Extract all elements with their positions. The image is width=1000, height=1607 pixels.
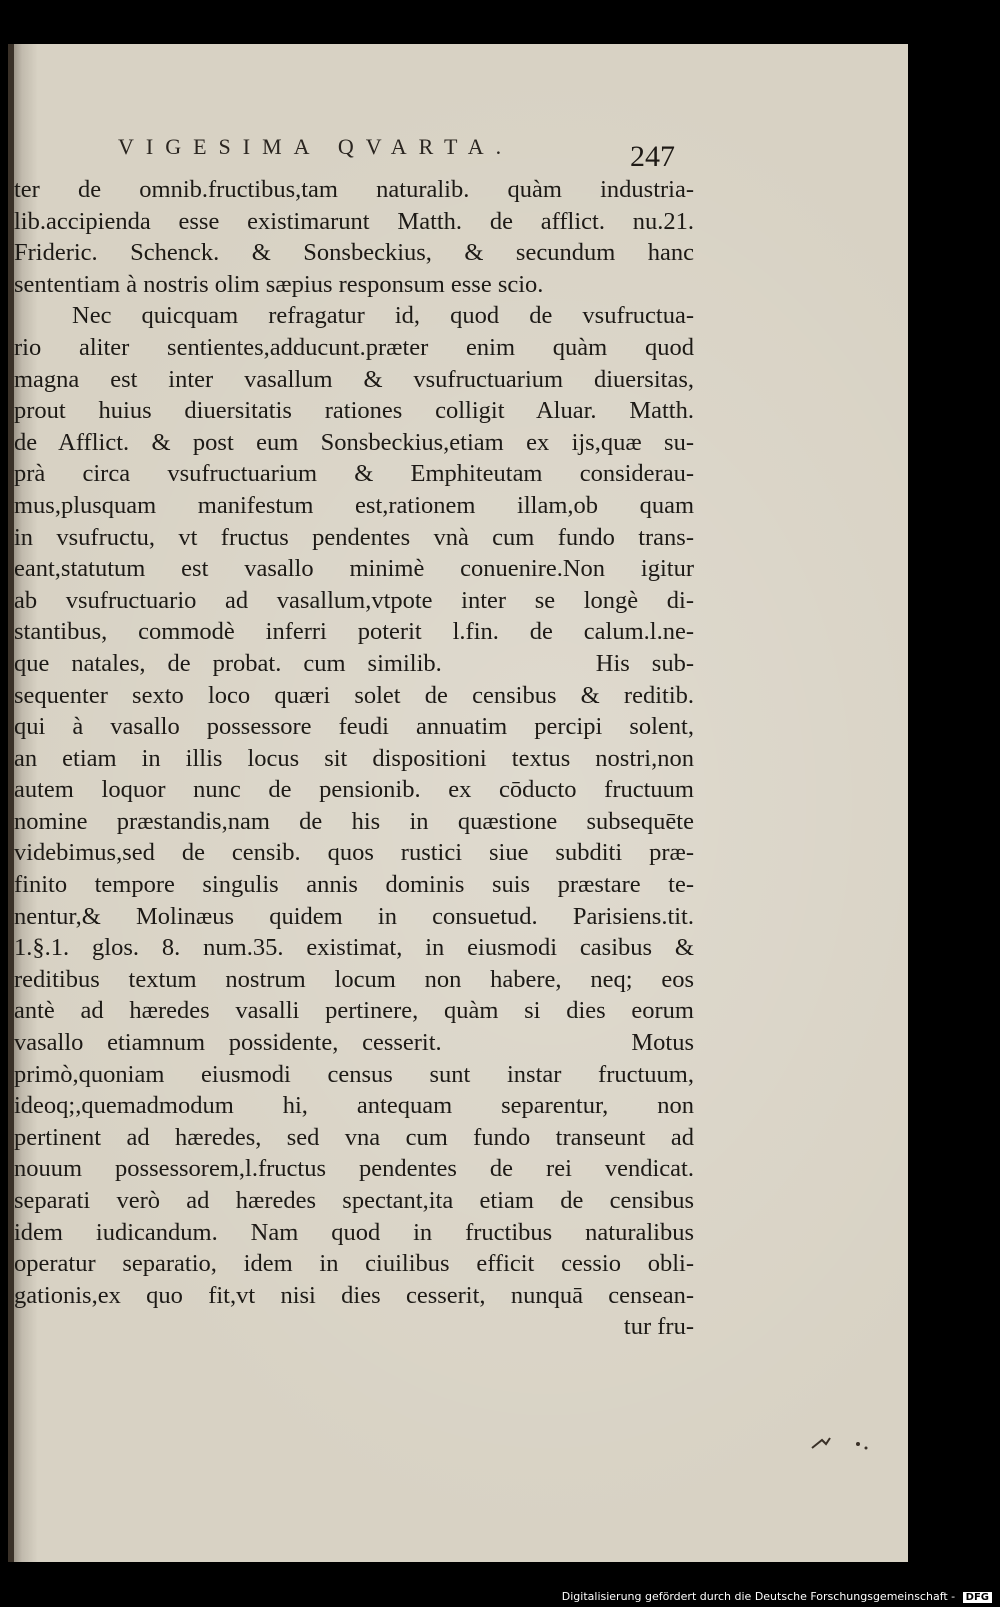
footer-text: Digitalisierung gefördert durch die Deutsche Forschungsgemeinschaft - (561, 1590, 956, 1603)
text-line: que natales, de probat. cum similib. His sub- (14, 649, 694, 677)
text-line: gationis,ex quo fit,vt nisi dies cesserit, nunquā censean- (14, 1281, 694, 1309)
text-line: stantibus, commodè inferri poterit l.fin. de calum.l.ne- (14, 618, 694, 646)
body-text (14, 174, 694, 1343)
text-line: antè ad hæredes vasalli pertinere, quàm si dies eorum (14, 997, 694, 1025)
text-line: ter de omnib.fructibus,tam naturalib. quàm industria- (14, 176, 694, 203)
text-line: an etiam in illis locus sit dispositioni textus nostri,non (14, 744, 694, 772)
footer-credit (562, 1590, 992, 1603)
running-head: VIGESIMA QVARTA. (118, 134, 514, 159)
text-line: in vsufructu, vt fructus pendentes vnà cum fundo trans- (14, 523, 694, 551)
text-line: 1.§.1. glos. 8. num.35. existimat, in eiusmodi casibus & (14, 934, 694, 962)
text-line: rio aliter sentientes,adducunt.præter enim quàm quod (14, 333, 694, 361)
text-line: nentur,& Molinæus quidem in consuetud. Parisiens.tit. (14, 902, 694, 930)
text-line: lib.accipienda esse existimarunt Matth. de afflict. nu.21. (14, 207, 694, 235)
catchword: tur fru- (623, 1313, 694, 1341)
text-line: pertinent ad hæredes, sed vna cum fundo transeunt ad (14, 1123, 694, 1151)
text-line: sententiam à nostris olim sæpius responsum esse scio. (14, 270, 544, 298)
text-line: vasallo etiamnum possidente, cesserit. Motus (14, 1029, 694, 1057)
text-line: mus,plusquam manifestum est,rationem illam,ob quam (14, 491, 694, 519)
text-line: magna est inter vasallum & vsufructuarium diuersitas, (14, 365, 694, 393)
text-line: finito tempore singulis annis dominis suis præstare te- (14, 871, 694, 899)
text-line: prà circa vsufructuarium & Emphiteutam considerau- (14, 460, 694, 488)
text-line: Frideric. Schenck. & Sonsbeckius, & secundum hanc (14, 239, 694, 267)
text-line: Nec quicquam refragatur id, quod de vsufructua- (72, 302, 694, 330)
text-line: videbimus,sed de censib. quos rustici siue subditi præ- (14, 839, 694, 867)
text-line: primò,quoniam eiusmodi census sunt instar fructuum, (14, 1060, 694, 1088)
page-number: 247 (630, 140, 675, 173)
text-line: qui à vasallo possessore feudi annuatim percipi solent, (14, 713, 694, 741)
text-line: sequenter sexto loco quæri solet de censibus & reditib. (14, 681, 694, 709)
text-line: ab vsufructuario ad vasallum,vtpote inter se longè di- (14, 586, 694, 614)
text-line: autem loquor nunc de pensionib. ex cōducto fructuum (14, 776, 694, 804)
text-line: de Afflict. & post eum Sonsbeckius,etiam ex ijs,quæ su- (14, 428, 694, 456)
text-line: operatur separatio, idem in ciuilibus efficit cessio obli- (14, 1250, 694, 1278)
text-line: ideoq;,quemadmodum hi, antequam separentur, non (14, 1092, 694, 1120)
text-line: separati verò ad hæredes spectant,ita etiam de censibus (14, 1187, 694, 1214)
text-line: reditibus textum nostrum locum non habere, neq; eos (14, 965, 694, 993)
text-line: nomine præstandis,nam de his in quæstione subsequēte (14, 807, 694, 835)
text-line: nouum possessorem,l.fructus pendentes de rei vendicat. (14, 1155, 694, 1183)
dfg-logo: DFG (963, 1592, 992, 1603)
text-line: prout huius diuersitatis rationes colligit Aluar. Matth. (14, 397, 694, 425)
text-line: idem iudicandum. Nam quod in fructibus naturalibus (14, 1218, 694, 1246)
text-line: eant,statutum est vasallo minimè conuenire.Non igitur (14, 555, 694, 583)
ink-speck-decoration (808, 1432, 878, 1454)
